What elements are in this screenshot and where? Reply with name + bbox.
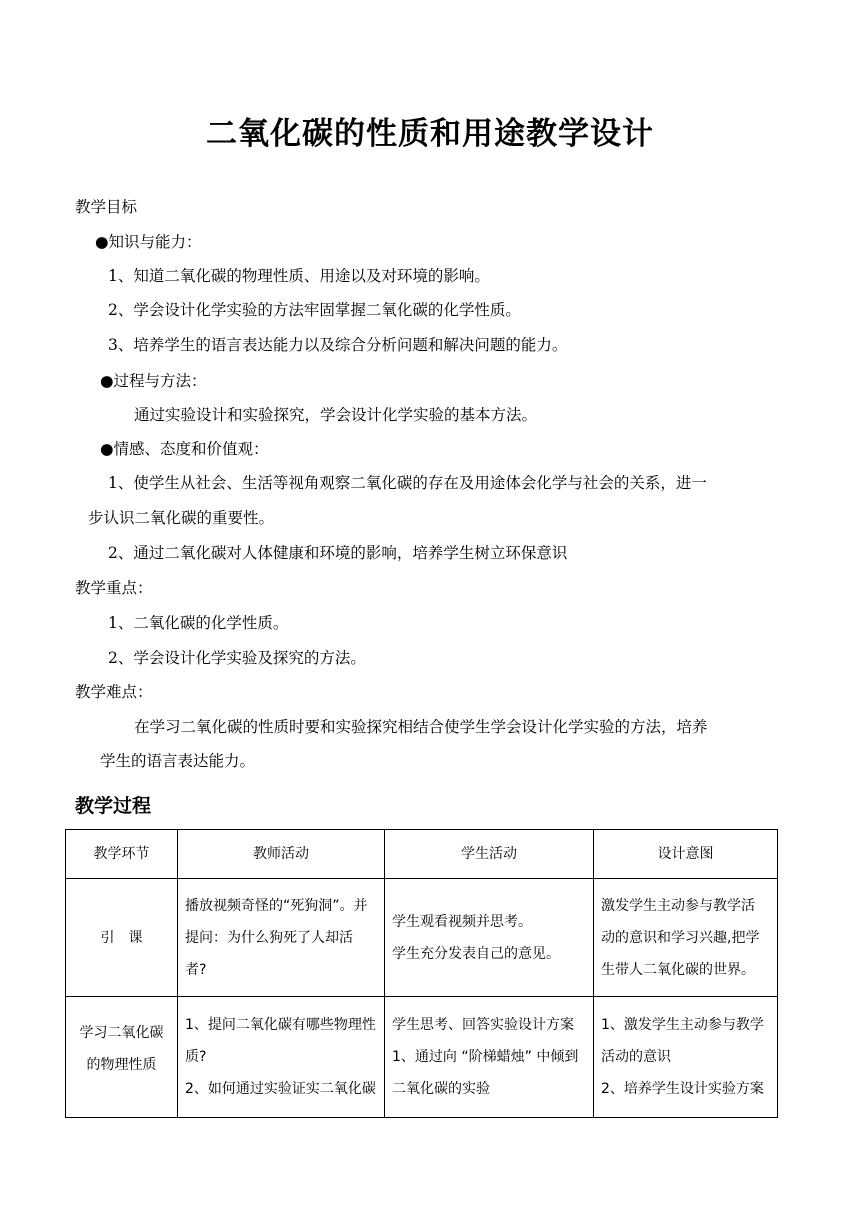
- intent-cell: [594, 997, 778, 1118]
- stage-cell: [66, 997, 178, 1118]
- process-section-heading: 教学过程: [75, 795, 152, 817]
- goals-heading: 教学目标: [75, 198, 138, 216]
- column-header-intent: 设计意图: [594, 830, 778, 879]
- intent-line: 生带人二氧化碳的世界。: [601, 961, 755, 978]
- student-cell: [385, 879, 594, 997]
- student-cell: [385, 997, 594, 1118]
- teacher-line: 1、提问二氧化碳有哪些物理性: [185, 1017, 376, 1033]
- knowledge-item-2: 2、学会设计化学实验的方法牢固掌握二氧化碳的化学性质。: [108, 301, 521, 319]
- document-title: 二氧化碳的性质和用途教学设计: [206, 116, 654, 152]
- intent-line: 动的意识和学习兴趣,把学: [601, 929, 760, 946]
- student-line: 1、通过向 “阶梯蜡烛” 中倾到: [392, 1049, 579, 1065]
- teacher-line: 2、如何通过实验证实二氧化碳: [185, 1081, 376, 1097]
- emotion-item-2: 2、通过二氧化碳对人体健康和环境的影响，培养学生树立环保意识: [108, 544, 568, 562]
- key-point-1: 1、二氧化碳的化学性质。: [108, 614, 289, 632]
- emotion-item-1-line-2: 步认识二氧化碳的重要性。: [88, 509, 275, 527]
- stage-label: 引 课: [100, 929, 143, 946]
- student-line: 学生观看视频并思考。: [392, 913, 532, 930]
- knowledge-heading: ●知识与能力：: [95, 233, 202, 251]
- column-header-student: 学生活动: [385, 830, 594, 879]
- teacher-cell: [178, 997, 385, 1118]
- knowledge-item-1: 1、知道二氧化碳的物理性质、用途以及对环境的影响。: [108, 267, 490, 285]
- knowledge-item-3: 3、培养学生的语言表达能力以及综合分析问题和解决问题的能力。: [108, 336, 568, 354]
- difficulties-heading: 教学难点：: [75, 683, 153, 701]
- student-line: 学生充分发表自己的意见。: [392, 945, 560, 962]
- difficulties-line-2: 学生的语言表达能力。: [100, 752, 256, 770]
- intent-line: 2、培养学生设计实验方案: [601, 1081, 764, 1097]
- intent-line: 1、激发学生主动参与教学: [601, 1017, 764, 1033]
- table-row: [66, 997, 778, 1118]
- teacher-line: 提问：为什么狗死了人却活: [185, 929, 353, 946]
- student-line: 学生思考、回答实验设计方案: [392, 1017, 574, 1033]
- emotion-item-1-line-1: 1、使学生从社会、生活等视角观察二氧化碳的存在及用途体会化学与社会的关系，进一: [108, 474, 707, 492]
- emotion-heading: ●情感、态度和价值观：: [100, 440, 269, 458]
- stage-line: 学习二氧化碳: [79, 1025, 164, 1041]
- teacher-line: 者?: [185, 961, 207, 978]
- stage-line: 的物理性质: [86, 1057, 157, 1073]
- table-header-row: [66, 830, 778, 879]
- student-line: 二氧化碳的实验: [392, 1081, 490, 1097]
- column-header-teacher: 教师活动: [178, 830, 385, 879]
- process-table: [65, 829, 778, 1118]
- difficulties-line-1: 在学习二氧化碳的性质时要和实验探究相结合使学生学会设计化学实验的方法，培养: [134, 718, 708, 736]
- process-method-text: 通过实验设计和实验探究，学会设计化学实验的基本方法。: [134, 406, 538, 424]
- intent-line: 活动的意识: [601, 1049, 671, 1065]
- teacher-cell: [178, 879, 385, 997]
- key-points-heading: 教学重点：: [75, 579, 153, 597]
- stage-cell: [66, 879, 178, 997]
- table-row: [66, 879, 778, 997]
- intent-line: 激发学生主动参与教学活: [601, 897, 755, 914]
- teacher-line: 播放视频奇怪的“死狗洞”。并: [185, 897, 368, 914]
- process-method-heading: ●过程与方法：: [100, 372, 207, 390]
- column-header-stage: 教学环节: [66, 830, 178, 879]
- key-point-2: 2、学会设计化学实验及探究的方法。: [108, 649, 366, 667]
- teacher-line: 质?: [185, 1049, 207, 1065]
- intent-cell: [594, 879, 778, 997]
